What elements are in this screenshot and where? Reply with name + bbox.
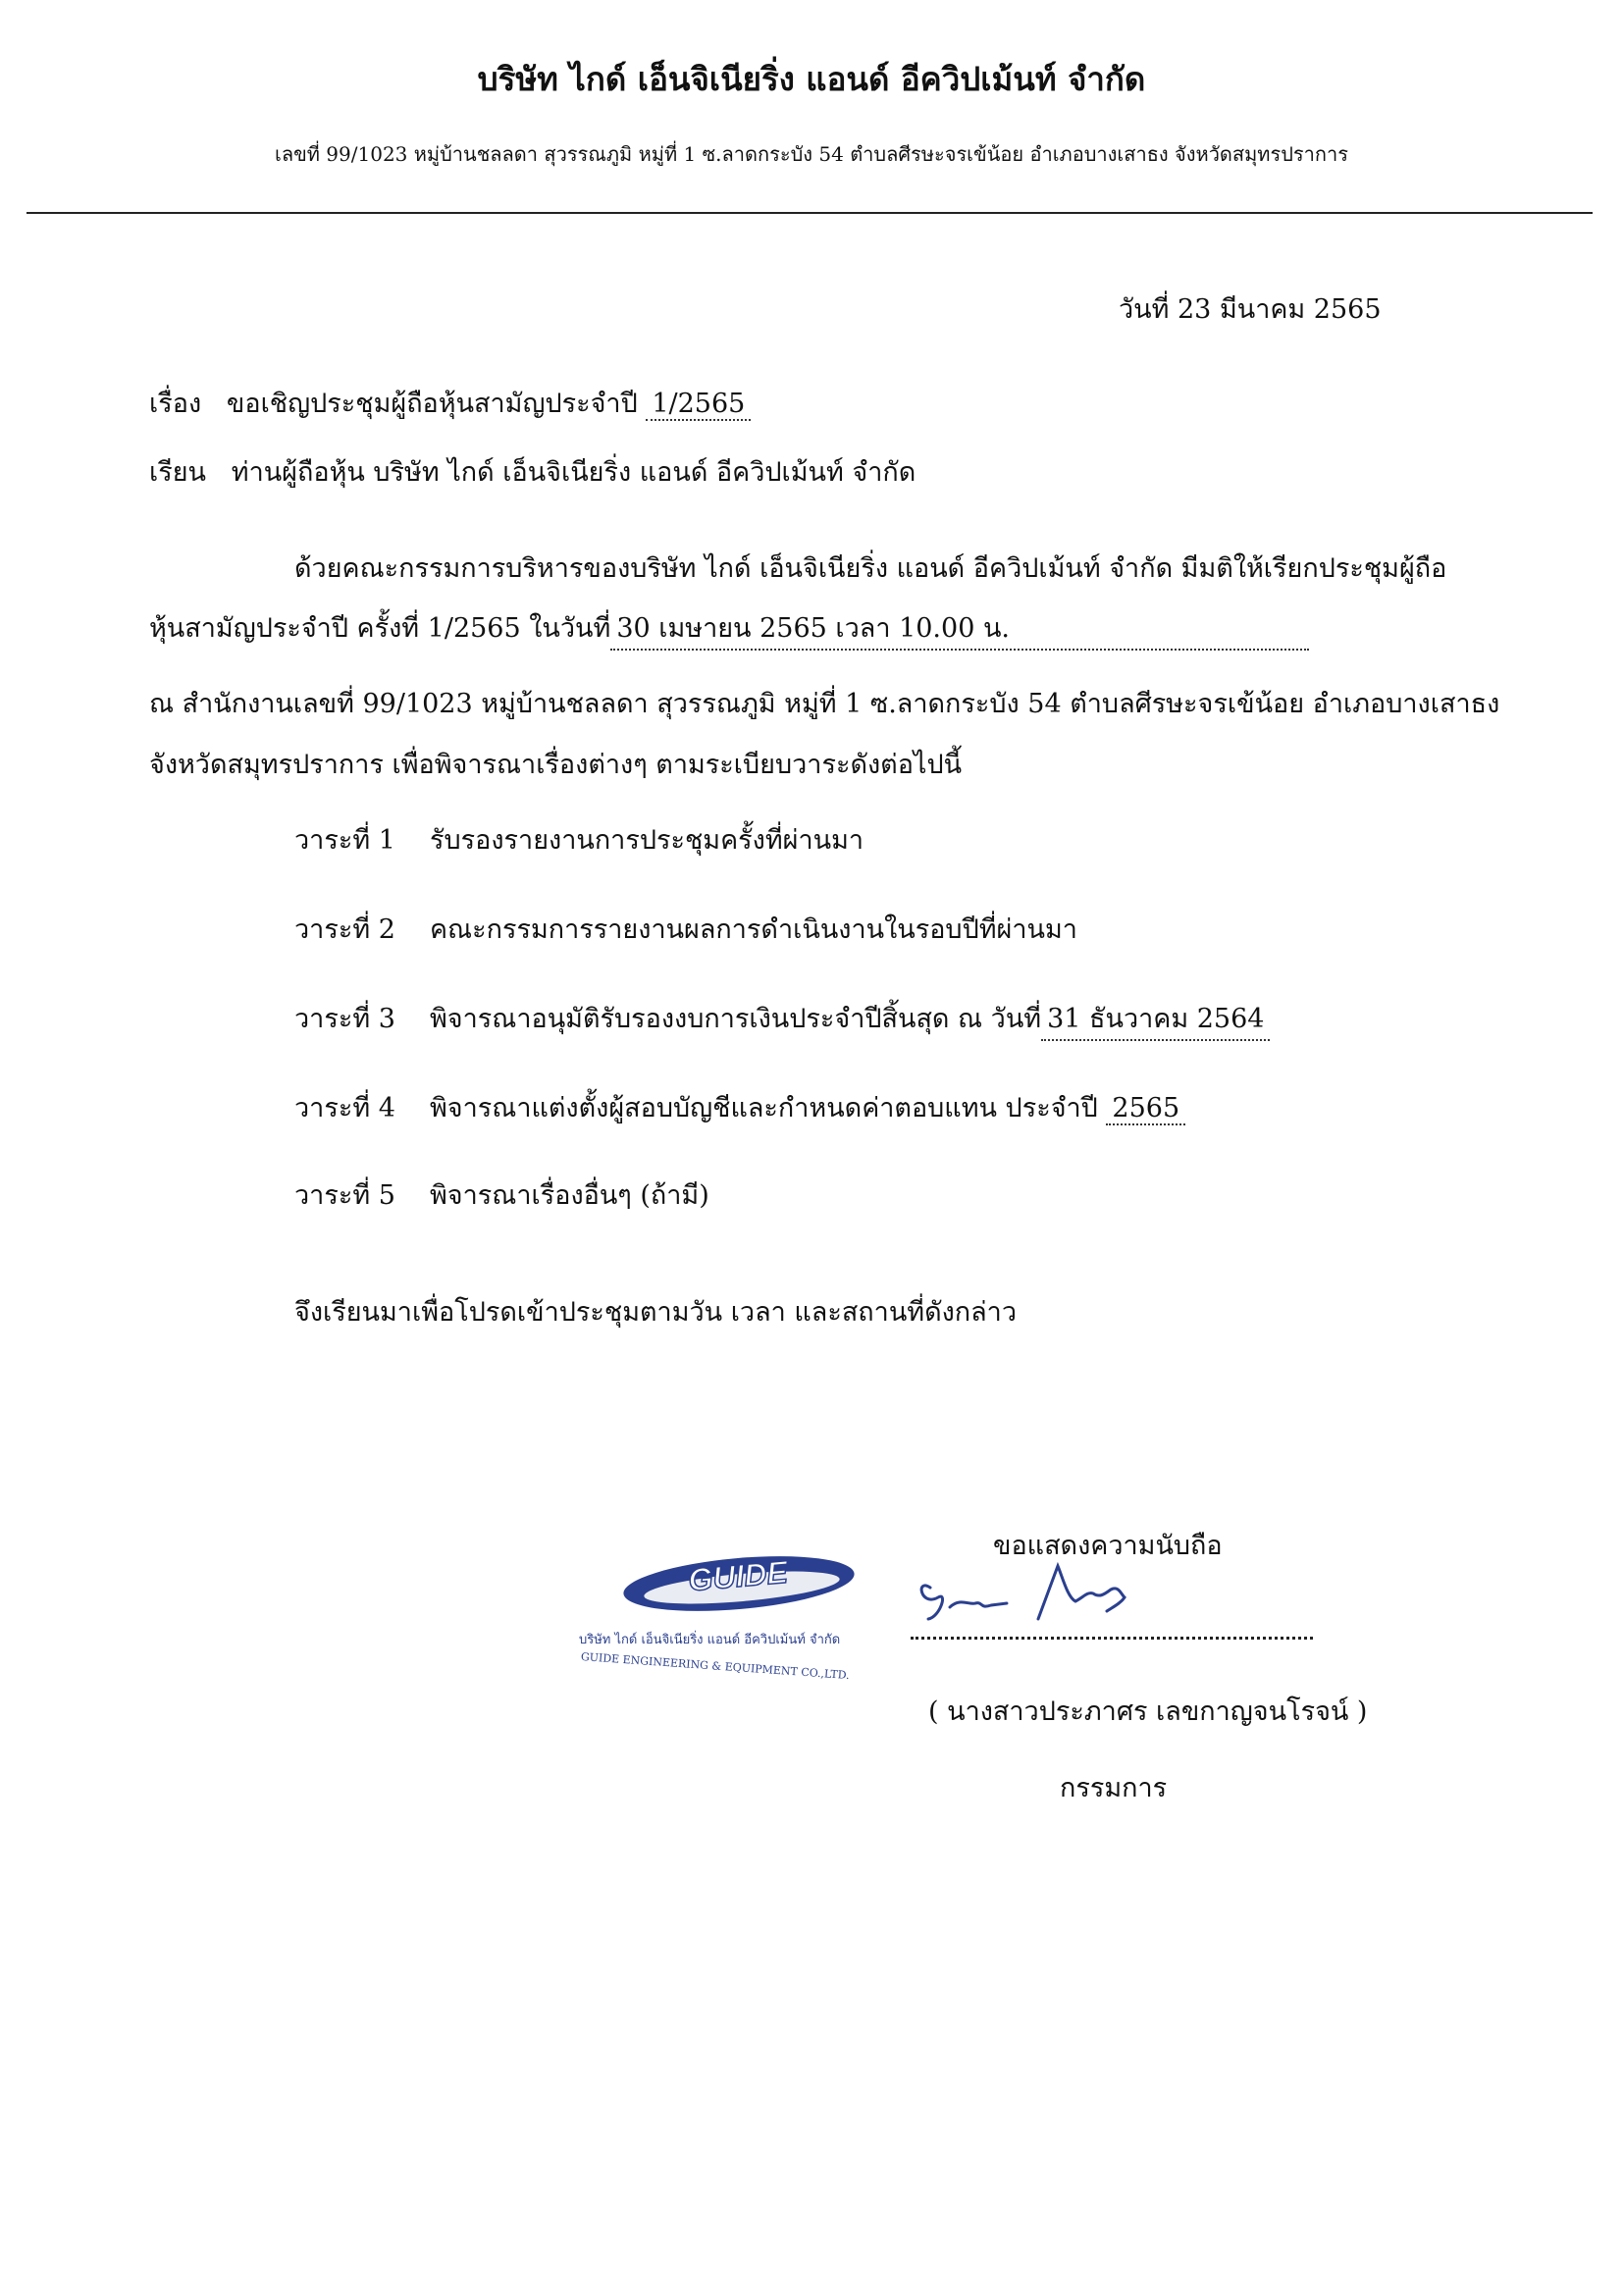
body-paragraph-1-line-1: ด้วยคณะกรรมการบริหารของบริษัท ไกด์ เอ็นจิเนียริ่ง แอนด์ อีควิปเม้นท์ จำกัด มีมติให้เรียกประชุมผู้ถือ [294,553,1447,584]
closing-sentence: จึงเรียนมาเพื่อโปรดเข้าประชุมตามวัน เวลา และสถานที่ดังกล่าว [294,1297,1018,1328]
subject-line [149,382,751,424]
handwritten-signature [911,1558,1195,1627]
document-date: วันที่ 23 มีนาคม 2565 [1119,294,1382,325]
stamp-company-english: GUIDE ENGINEERING & EQUIPMENT CO.,LTD. [580,1650,851,1683]
agenda-fill: 2565 [1106,1093,1185,1125]
company-name: บริษัท ไกด์ เอ็นจิเนียริ่ง แอนด์ อีควิปเม้นท์ จำกัด [477,60,1146,98]
agenda-text: พิจารณาแต่งตั้งผู้สอบบัญชีและกำหนดค่าตอบแทน ประจำปี [430,1093,1098,1123]
agenda-number: วาระที่ 3 [294,1004,395,1034]
agenda-item [294,908,1077,950]
body-paragraph-1-line-2 [149,606,1309,651]
meeting-datetime-fill: 30 เมษายน 2565 เวลา 10.00 น. [610,606,1309,651]
body-paragraph-2-line-1: ณ สำนักงานเลขที่ 99/1023 หมู่บ้านชลลดา สุวรรณภูมิ หมู่ที่ 1 ซ.ลาดกระบัง 54 ตำบลศีรษะจรเข้น้อย อำเภอบางเสาธง [149,689,1500,719]
agenda-number: วาระที่ 5 [294,1180,395,1211]
agenda-item [294,818,864,861]
recipient-text: ท่านผู้ถือหุ้น บริษัท ไกด์ เอ็นจิเนียริ่ง แอนด์ อีควิปเม้นท์ จำกัด [231,457,916,488]
signature-line [911,1619,1313,1640]
agenda-text: พิจารณาเรื่องอื่นๆ (ถ้ามี) [430,1180,709,1211]
recipient-line [149,450,916,493]
signatory-title: กรรมการ [1060,1773,1168,1803]
agenda-number: วาระที่ 1 [294,825,395,856]
agenda-number: วาระที่ 4 [294,1093,395,1123]
agenda-number: วาระที่ 2 [294,914,395,945]
meeting-intro: หุ้นสามัญประจำปี ครั้งที่ 1/2565 ในวันที่ [149,613,611,644]
signature-salutation: ขอแสดงความนับถือ [993,1531,1223,1561]
agenda-text: รับรองรายงานการประชุมครั้งที่ผ่านมา [430,825,864,856]
signatory-name: ( นางสาวประภาศร เลขกาญจนโรจน์ ) [928,1696,1368,1727]
header-divider [26,212,1593,214]
company-address: เลขที่ 99/1023 หมู่บ้านชลลดา สุวรรณภูมิ หมู่ที่ 1 ซ.ลาดกระบัง 54 ตำบลศีรษะจรเข้น้อย อำเภอบางเสาธง จังหวัดสมุทรปราการ [275,142,1348,166]
company-logo [616,1542,862,1621]
agenda-text: คณะกรรมการรายงานผลการดำเนินงานในรอบปีที่ผ่านมา [430,914,1077,945]
stamp-company-thai: บริษัท ไกด์ เอ็นจิเนียริ่ง แอนด์ อีควิปเม้นท์ จำกัด [579,1633,841,1647]
subject-text: ขอเชิญประชุมผู้ถือหุ้นสามัญประจำปี [226,389,638,419]
subject-label: เรื่อง [149,389,202,419]
agenda-fill: 31 ธันวาคม 2564 [1041,997,1270,1041]
agenda-item [294,1086,1185,1128]
agenda-item [294,1174,709,1216]
logo-text: GUIDE [686,1553,790,1598]
recipient-label: เรียน [149,457,207,488]
agenda-item [294,997,1270,1041]
subject-fill: 1/2565 [646,389,751,421]
body-paragraph-2-line-2: จังหวัดสมุทรปราการ เพื่อพิจารณาเรื่องต่างๆ ตามระเบียบวาระดังต่อไปนี้ [149,750,963,780]
agenda-text: พิจารณาอนุมัติรับรองงบการเงินประจำปีสิ้นสุด ณ วันที่ [430,1004,1042,1034]
